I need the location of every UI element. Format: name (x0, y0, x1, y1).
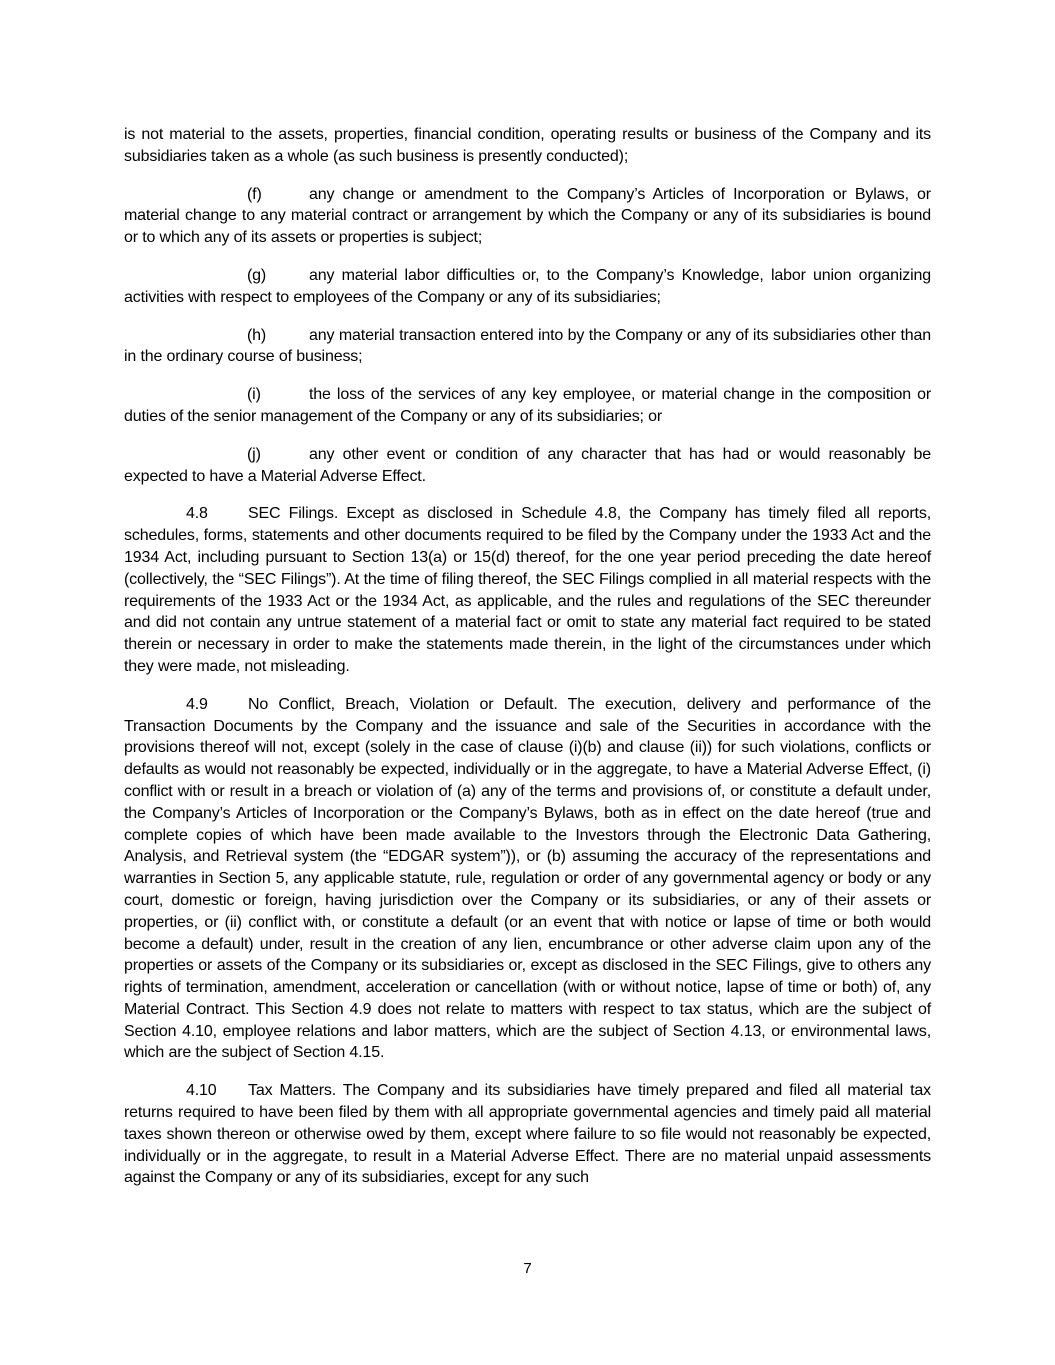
section-4-8 (124, 503, 931, 677)
subitem-i (124, 384, 931, 428)
section-text: No Conflict, Breach, Violation or Default. The execution, delivery and performance of the Transaction Documents by the Company and the issuance and sale of the Securities in accordance with the provisions thereof will not, except (solely in the case of clause (i)(b) and clause (ii)) for such violations, conflicts or defaults as would not reasonably be expected, individually or in the aggregate, to have a Material Adverse Effect, (i) conflict with or result in a breach or violation of (a) any of the terms and provisions of, or constitute a default under, the Company’s Articles of Incorporation or the Company’s Bylaws, both as in effect on the date hereof (true and complete copies of which have been made available to the Investors through the Electronic Data Gathering, Analysis, and Retrieval system (the “EDGAR system”)), or (b) assuming the accuracy of the representations and warranties in Section 5, any applicable statute, rule, regulation or order of any governmental agency or body or any court, domestic or foreign, having jurisdiction over the Company or its subsidiaries, or any of their assets or properties, or (ii) conflict with, or constitute a default (or an event that with notice or lapse of time or both would become a default) under, result in the creation of any lien, encumbrance or other adverse claim upon any of the properties or assets of the Company or its subsidiaries or, except as disclosed in the SEC Filings, give to others any rights of termination, amendment, acceleration or cancellation (with or without notice, lapse of time or both) of, any Material Contract. This Section 4.9 does not relate to matters with respect to tax status, which are the subject of Section 4.10, employee relations and labor matters, which are the subject of Section 4.13, or environmental laws, which are the subject of Section 4.15. (124, 695, 931, 1062)
subitem-label: (f) (247, 185, 262, 203)
subitem-text: any other event or condition of any character that has had or would reasonably be expected to have a Material Adverse Effect. (124, 445, 931, 485)
document-body (124, 124, 931, 1205)
subitem-f (124, 184, 931, 249)
subitem-h (124, 325, 931, 369)
section-text: SEC Filings. Except as disclosed in Schedule 4.8, the Company has timely filed all reports, schedules, forms, statements and other documents required to be filed by the Company under the 1933 Act and the 1934 Act, including pursuant to Section 13(a) or 15(d) thereof, for the one year period preceding the date hereof (collectively, the “SEC Filings”). At the time of filing thereof, the SEC Filings complied in all material respects with the requirements of the 1933 Act or the 1934 Act, as applicable, and the rules and regulations of the SEC thereunder and did not contain any untrue statement of a material fact or omit to state any material fact required to be stated therein or necessary in order to make the statements made therein, in the light of the circumstances under which they were made, not misleading. (124, 505, 931, 675)
page-number: 7 (523, 1260, 532, 1277)
section-number: 4.10 (186, 1082, 217, 1100)
subitem-j (124, 444, 931, 488)
section-4-9 (124, 694, 931, 1065)
subitem-label: (g) (247, 266, 267, 284)
section-number: 4.8 (186, 505, 208, 523)
subitem-text: the loss of the services of any key employee, or material change in the composition or duties of the senior management of the Company or any of its subsidiaries; or (124, 386, 931, 425)
section-text: Tax Matters. The Company and its subsidiaries have timely prepared and filed all material tax returns required to have been filed by them with all appropriate governmental agencies and timely paid all material taxes shown thereon or otherwise owed by them, except where failure to so file would not reasonably be expected, individually or in the aggregate, to result in a Material Adverse Effect. There are no material unpaid assessments against the Company or any of its subsidiaries, except for any such (124, 1082, 931, 1187)
subitem-label: (i) (247, 386, 261, 404)
subitem-label: (j) (247, 445, 261, 463)
section-4-10 (124, 1080, 931, 1189)
continuation-paragraph: is not material to the assets, properties, financial condition, operating results or business of the Company and its subsidiaries taken as a whole (as such business is presently conducted); (124, 126, 931, 165)
subitem-text: any material transaction entered into by the Company or any of its subsidiaries other than in the ordinary course of business; (124, 326, 931, 366)
subitem-text: any change or amendment to the Company’s Articles of Incorporation or Bylaws, or material change to any material contract or arrangement by which the Company or any of its subsidiaries is bound or to which any of its assets or properties is subject; (124, 185, 931, 247)
subitem-label: (h) (247, 326, 267, 344)
subitem-text: any material labor difficulties or, to the Company’s Knowledge, labor union organizing activities with respect to employees of the Company or any of its subsidiaries; (124, 266, 931, 306)
section-number: 4.9 (186, 695, 208, 713)
subitem-g (124, 265, 931, 309)
